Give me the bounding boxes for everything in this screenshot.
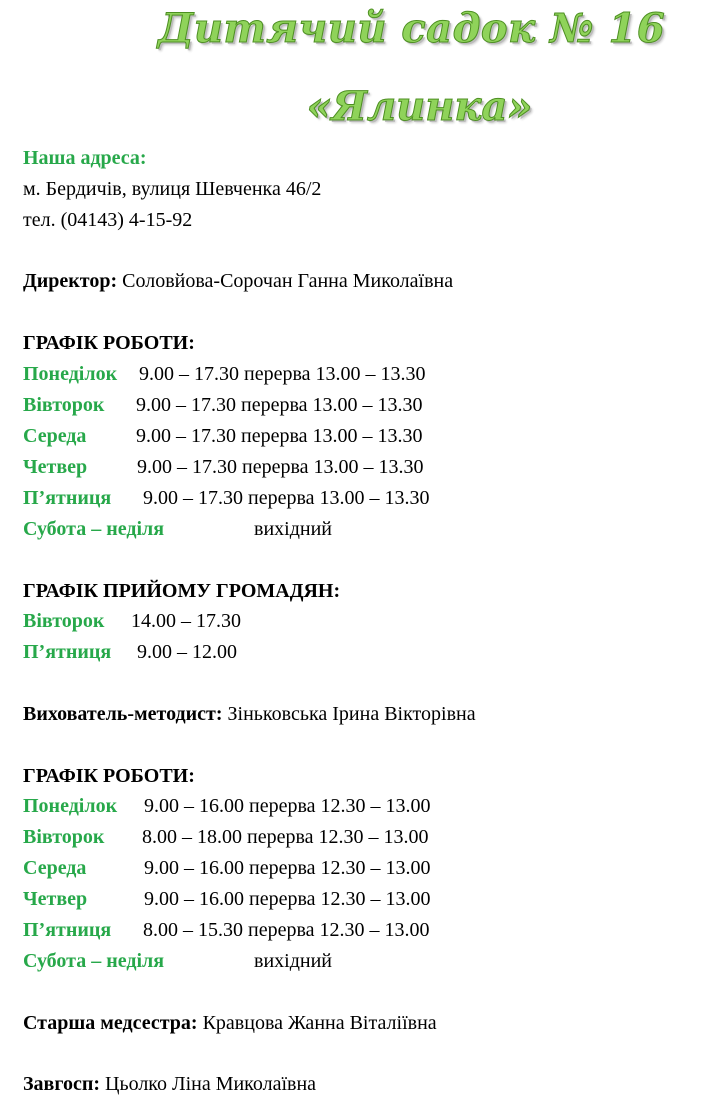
reception-day: Вівторок (23, 610, 105, 632)
schedule-row (23, 485, 430, 511)
schedule-day: Понеділок (23, 795, 118, 817)
reception-day: П’ятниця (23, 641, 112, 663)
schedule-row (23, 392, 423, 418)
schedule-time: 9.00 – 16.00 перерва 12.30 – 13.00 (144, 888, 431, 910)
supply-manager-line (23, 1071, 316, 1097)
schedule-row (23, 824, 429, 850)
address-street: м. Бердичів, вулиця Шевченка 46/2 (23, 178, 322, 200)
schedule-time: 9.00 – 17.30 перерва 13.00 – 13.30 (139, 363, 426, 385)
schedule-row (23, 793, 431, 819)
reception-time: 9.00 – 12.00 (137, 641, 237, 663)
supply-manager-name: Цьолко Ліна Миколаївна (105, 1073, 317, 1095)
schedule-time: 9.00 – 17.30 перерва 13.00 – 13.30 (143, 487, 430, 509)
nurse-label: Старша медсестра: (23, 1012, 198, 1034)
schedule-day: Четвер (23, 888, 88, 910)
schedule-day: Середа (23, 857, 87, 879)
schedule-time: 9.00 – 17.30 перерва 13.00 – 13.30 (136, 425, 423, 447)
reception-row (23, 639, 237, 665)
address-phone: тел. (04143) 4-15-92 (23, 209, 193, 231)
schedule-time: 8.00 – 15.30 перерва 12.30 – 13.00 (143, 919, 430, 941)
schedule-time: 8.00 – 18.00 перерва 12.30 – 13.00 (142, 826, 429, 848)
nurse-line (23, 1010, 437, 1036)
schedule-row (23, 886, 431, 912)
reception-time: 14.00 – 17.30 (131, 610, 241, 632)
methodist-line (23, 701, 476, 727)
schedule-day: Вівторок (23, 826, 105, 848)
address-label: Наша адреса: (23, 147, 147, 169)
director-line (23, 268, 453, 294)
director-name: Соловйова-Сорочан Ганна Миколаївна (122, 270, 454, 292)
schedule-day: Вівторок (23, 394, 105, 416)
schedule-time: вихідний (254, 518, 332, 540)
methodist-schedule-heading: ГРАФІК РОБОТИ: (23, 765, 195, 787)
methodist-name: Зіньковська Ірина Вікторівна (227, 703, 476, 725)
schedule-row (23, 855, 431, 881)
schedule-time: 9.00 – 17.30 перерва 13.00 – 13.30 (137, 456, 424, 478)
schedule-day: Четвер (23, 456, 88, 478)
schedule-day: Субота – неділя (23, 518, 165, 540)
director-schedule-heading: ГРАФІК РОБОТИ: (23, 332, 195, 354)
methodist-label: Вихователь-методист: (23, 703, 223, 725)
schedule-day: Понеділок (23, 363, 118, 385)
schedule-day: Субота – неділя (23, 950, 165, 972)
schedule-time: 9.00 – 16.00 перерва 12.30 – 13.00 (144, 857, 431, 879)
schedule-row (23, 948, 332, 974)
page-title-line-1: Дитячий садок № 16 (157, 5, 666, 52)
schedule-time: вихідний (254, 950, 332, 972)
reception-row (23, 608, 241, 634)
schedule-time: 9.00 – 16.00 перерва 12.30 – 13.00 (144, 795, 431, 817)
director-label: Директор: (23, 270, 118, 292)
schedule-row (23, 516, 332, 542)
schedule-time: 9.00 – 17.30 перерва 13.00 – 13.30 (136, 394, 423, 416)
schedule-day: Середа (23, 425, 87, 447)
reception-heading: ГРАФІК ПРИЙОМУ ГРОМАДЯН: (23, 580, 341, 602)
nurse-name: Кравцова Жанна Віталіївна (202, 1012, 437, 1034)
supply-manager-label: Завгосп: (23, 1073, 101, 1095)
schedule-row (23, 917, 430, 943)
schedule-day: П’ятниця (23, 919, 112, 941)
schedule-row (23, 423, 423, 449)
schedule-row (23, 361, 426, 387)
schedule-row (23, 454, 424, 480)
schedule-day: П’ятниця (23, 487, 112, 509)
page-title-line-2: «Ялинка» (306, 83, 533, 130)
